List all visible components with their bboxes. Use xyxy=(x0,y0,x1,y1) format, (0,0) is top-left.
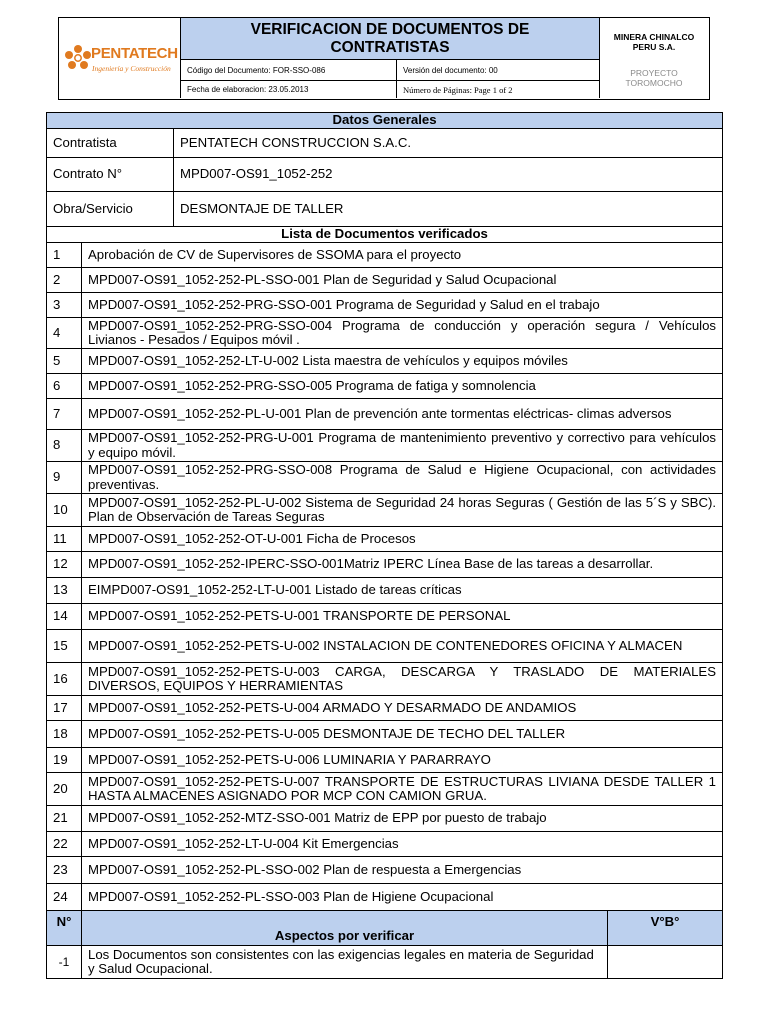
general-row-contratista xyxy=(47,129,723,158)
document-title: MPD007-OS91_1052-252-PETS-U-005 DESMONTAJE DE TECHO DEL TALLER xyxy=(82,721,723,748)
document-number: 23 xyxy=(47,857,82,884)
document-number: 1 xyxy=(47,243,82,268)
general-key: Contrato N° xyxy=(47,158,174,192)
document-title: MPD007-OS91_1052-252-PL-SSO-002 Plan de respuesta a Emergencias xyxy=(82,857,723,884)
documentos-heading: Lista de Documentos verificados xyxy=(47,227,723,243)
document-row xyxy=(47,663,723,696)
aspect-text-header: Aspectos por verificar xyxy=(82,911,608,946)
document-number: 18 xyxy=(47,721,82,748)
general-key: Contratista xyxy=(47,129,174,158)
document-number: 24 xyxy=(47,884,82,911)
aspect-number: -1 xyxy=(47,946,82,979)
verification-table xyxy=(46,112,723,979)
general-key: Obra/Servicio xyxy=(47,192,174,227)
document-row xyxy=(47,884,723,911)
document-title: MPD007-OS91_1052-252-PETS-U-004 ARMADO Y DESARMADO DE ANDAMIOS xyxy=(82,696,723,721)
document-row xyxy=(47,857,723,884)
project-name: PROYECTO TOROMOCHO xyxy=(625,68,683,88)
document-title: Aprobación de CV de Supervisores de SSOMA para el proyecto xyxy=(82,243,723,268)
document-title: MPD007-OS91_1052-252-MTZ-SSO-001 Matriz de EPP por puesto de trabajo xyxy=(82,806,723,832)
aspectos-header-row xyxy=(47,911,723,946)
document-row xyxy=(47,806,723,832)
document-title: EIMPD007-OS91_1052-252-LT-U-001 Listado de tareas críticas xyxy=(82,578,723,604)
document-row xyxy=(47,293,723,318)
document-row xyxy=(47,268,723,293)
document-number: 5 xyxy=(47,349,82,374)
document-version: Versión del documento: 00 xyxy=(397,60,599,81)
document-number: 14 xyxy=(47,604,82,630)
aspect-number-header: N° xyxy=(47,911,82,946)
document-number: 17 xyxy=(47,696,82,721)
aspect-row xyxy=(47,946,723,979)
logo-tagline: Ingeniería y Construcción xyxy=(92,64,171,73)
document-number: 4 xyxy=(47,318,82,349)
document-title: MPD007-OS91_1052-252-PETS-U-003 CARGA, DESCARGA Y TRASLADO DE MATERIALES DIVERSOS, EQUIPOS Y HERRAMIENTAS xyxy=(82,663,723,696)
document-number: 20 xyxy=(47,773,82,806)
client-company: MINERA CHINALCO PERU S.A. xyxy=(613,32,695,52)
document-row xyxy=(47,462,723,494)
document-row xyxy=(47,552,723,578)
general-value: MPD007-OS91_1052-252 xyxy=(174,158,723,192)
document-number: 8 xyxy=(47,430,82,462)
document-number: 22 xyxy=(47,832,82,857)
document-title: MPD007-OS91_1052-252-OT-U-001 Ficha de Procesos xyxy=(82,527,723,552)
document-number: 3 xyxy=(47,293,82,318)
document-title: MPD007-OS91_1052-252-PETS-U-001 TRANSPORTE DE PERSONAL xyxy=(82,604,723,630)
document-number: 15 xyxy=(47,630,82,663)
document-title: MPD007-OS91_1052-252-LT-U-004 Kit Emergencias xyxy=(82,832,723,857)
document-title: MPD007-OS91_1052-252-PL-U-001 Plan de prevención ante tormentas eléctricas- climas adversos xyxy=(82,399,723,430)
document-title: MPD007-OS91_1052-252-PL-SSO-001 Plan de Seguridad y Salud Ocupacional xyxy=(82,268,723,293)
datos-generales-heading: Datos Generales xyxy=(47,113,723,129)
vb-cell[interactable] xyxy=(608,946,723,979)
document-row xyxy=(47,349,723,374)
document-title: MPD007-OS91_1052-252-PL-SSO-003 Plan de Higiene Ocupacional xyxy=(82,884,723,911)
document-row xyxy=(47,494,723,527)
document-row xyxy=(47,318,723,349)
document-row xyxy=(47,696,723,721)
document-title: VERIFICACION DE DOCUMENTOS DE CONTRATISTAS xyxy=(181,18,599,60)
document-row xyxy=(47,721,723,748)
document-number: 10 xyxy=(47,494,82,527)
document-row xyxy=(47,748,723,773)
general-row-obra xyxy=(47,192,723,227)
document-title: MPD007-OS91_1052-252-PRG-SSO-005 Programa de fatiga y somnolencia xyxy=(82,374,723,399)
document-row xyxy=(47,399,723,430)
document-title: MPD007-OS91_1052-252-PRG-SSO-008 Programa de Salud e Higiene Ocupacional, con actividades preventivas. xyxy=(82,462,723,494)
document-number: 6 xyxy=(47,374,82,399)
document-row xyxy=(47,578,723,604)
document-title: MPD007-OS91_1052-252-IPERC-SSO-001Matriz IPERC Línea Base de las tareas a desarrollar. xyxy=(82,552,723,578)
document-number: 13 xyxy=(47,578,82,604)
documentos-heading-row xyxy=(47,227,723,243)
logo-cell xyxy=(59,18,181,98)
document-pages: Número de Páginas: Page 1 of 2 xyxy=(403,84,513,95)
document-title: MPD007-OS91_1052-252-PETS-U-006 LUMINARIA Y PARARRAYO xyxy=(82,748,723,773)
document-number: 7 xyxy=(47,399,82,430)
client-cell xyxy=(599,18,708,98)
datos-generales-heading-row xyxy=(47,113,723,129)
document-title: MPD007-OS91_1052-252-PRG-U-001 Programa de mantenimiento preventivo y correctivo para vehículos y equipo móvil. xyxy=(82,430,723,462)
document-number: 12 xyxy=(47,552,82,578)
logo-name: PENTATECH xyxy=(91,45,178,62)
document-row xyxy=(47,430,723,462)
document-row xyxy=(47,527,723,552)
document-row xyxy=(47,773,723,806)
document-date: Fecha de elaboracion: 23.05.2013 xyxy=(181,81,397,98)
document-header xyxy=(58,17,710,100)
document-number: 16 xyxy=(47,663,82,696)
document-row xyxy=(47,630,723,663)
document-row xyxy=(47,604,723,630)
document-row xyxy=(47,832,723,857)
document-title: MPD007-OS91_1052-252-PETS-U-007 TRANSPORTE DE ESTRUCTURAS LIVIANA DESDE TALLER 1 HASTA ALMACENES ASIGNADO POR MCP CON CAMION GRUA. xyxy=(82,773,723,806)
document-row xyxy=(47,243,723,268)
document-title: MPD007-OS91_1052-252-LT-U-002 Lista maestra de vehículos y equipos móviles xyxy=(82,349,723,374)
vb-header: V°B° xyxy=(608,911,723,946)
document-number: 9 xyxy=(47,462,82,494)
document-number: 11 xyxy=(47,527,82,552)
document-number: 21 xyxy=(47,806,82,832)
document-number: 19 xyxy=(47,748,82,773)
document-row xyxy=(47,374,723,399)
document-title: MPD007-OS91_1052-252-PL-U-002 Sistema de Seguridad 24 horas Seguras ( Gestión de las 5´S y SBC). Plan de Observación de Tareas Seguras xyxy=(82,494,723,527)
general-value: DESMONTAJE DE TALLER xyxy=(174,192,723,227)
document-number: 2 xyxy=(47,268,82,293)
document-code: Código del Documento: FOR-SSO-086 xyxy=(181,60,397,81)
pentatech-logo-icon xyxy=(65,44,91,72)
document-title: MPD007-OS91_1052-252-PETS-U-002 INSTALACION DE CONTENEDORES OFICINA Y ALMACEN xyxy=(82,630,723,663)
document-title: MPD007-OS91_1052-252-PRG-SSO-004 Programa de conducción y operación segura / Vehículos Livianos - Pesados / Equipos móvil . xyxy=(82,318,723,349)
general-row-contrato xyxy=(47,158,723,192)
document-title: MPD007-OS91_1052-252-PRG-SSO-001 Programa de Seguridad y Salud en el trabajo xyxy=(82,293,723,318)
aspect-text: Los Documentos son consistentes con las exigencias legales en materia de Seguridad y Salud Ocupacional. xyxy=(82,946,608,979)
general-value: PENTATECH CONSTRUCCION S.A.C. xyxy=(174,129,723,158)
